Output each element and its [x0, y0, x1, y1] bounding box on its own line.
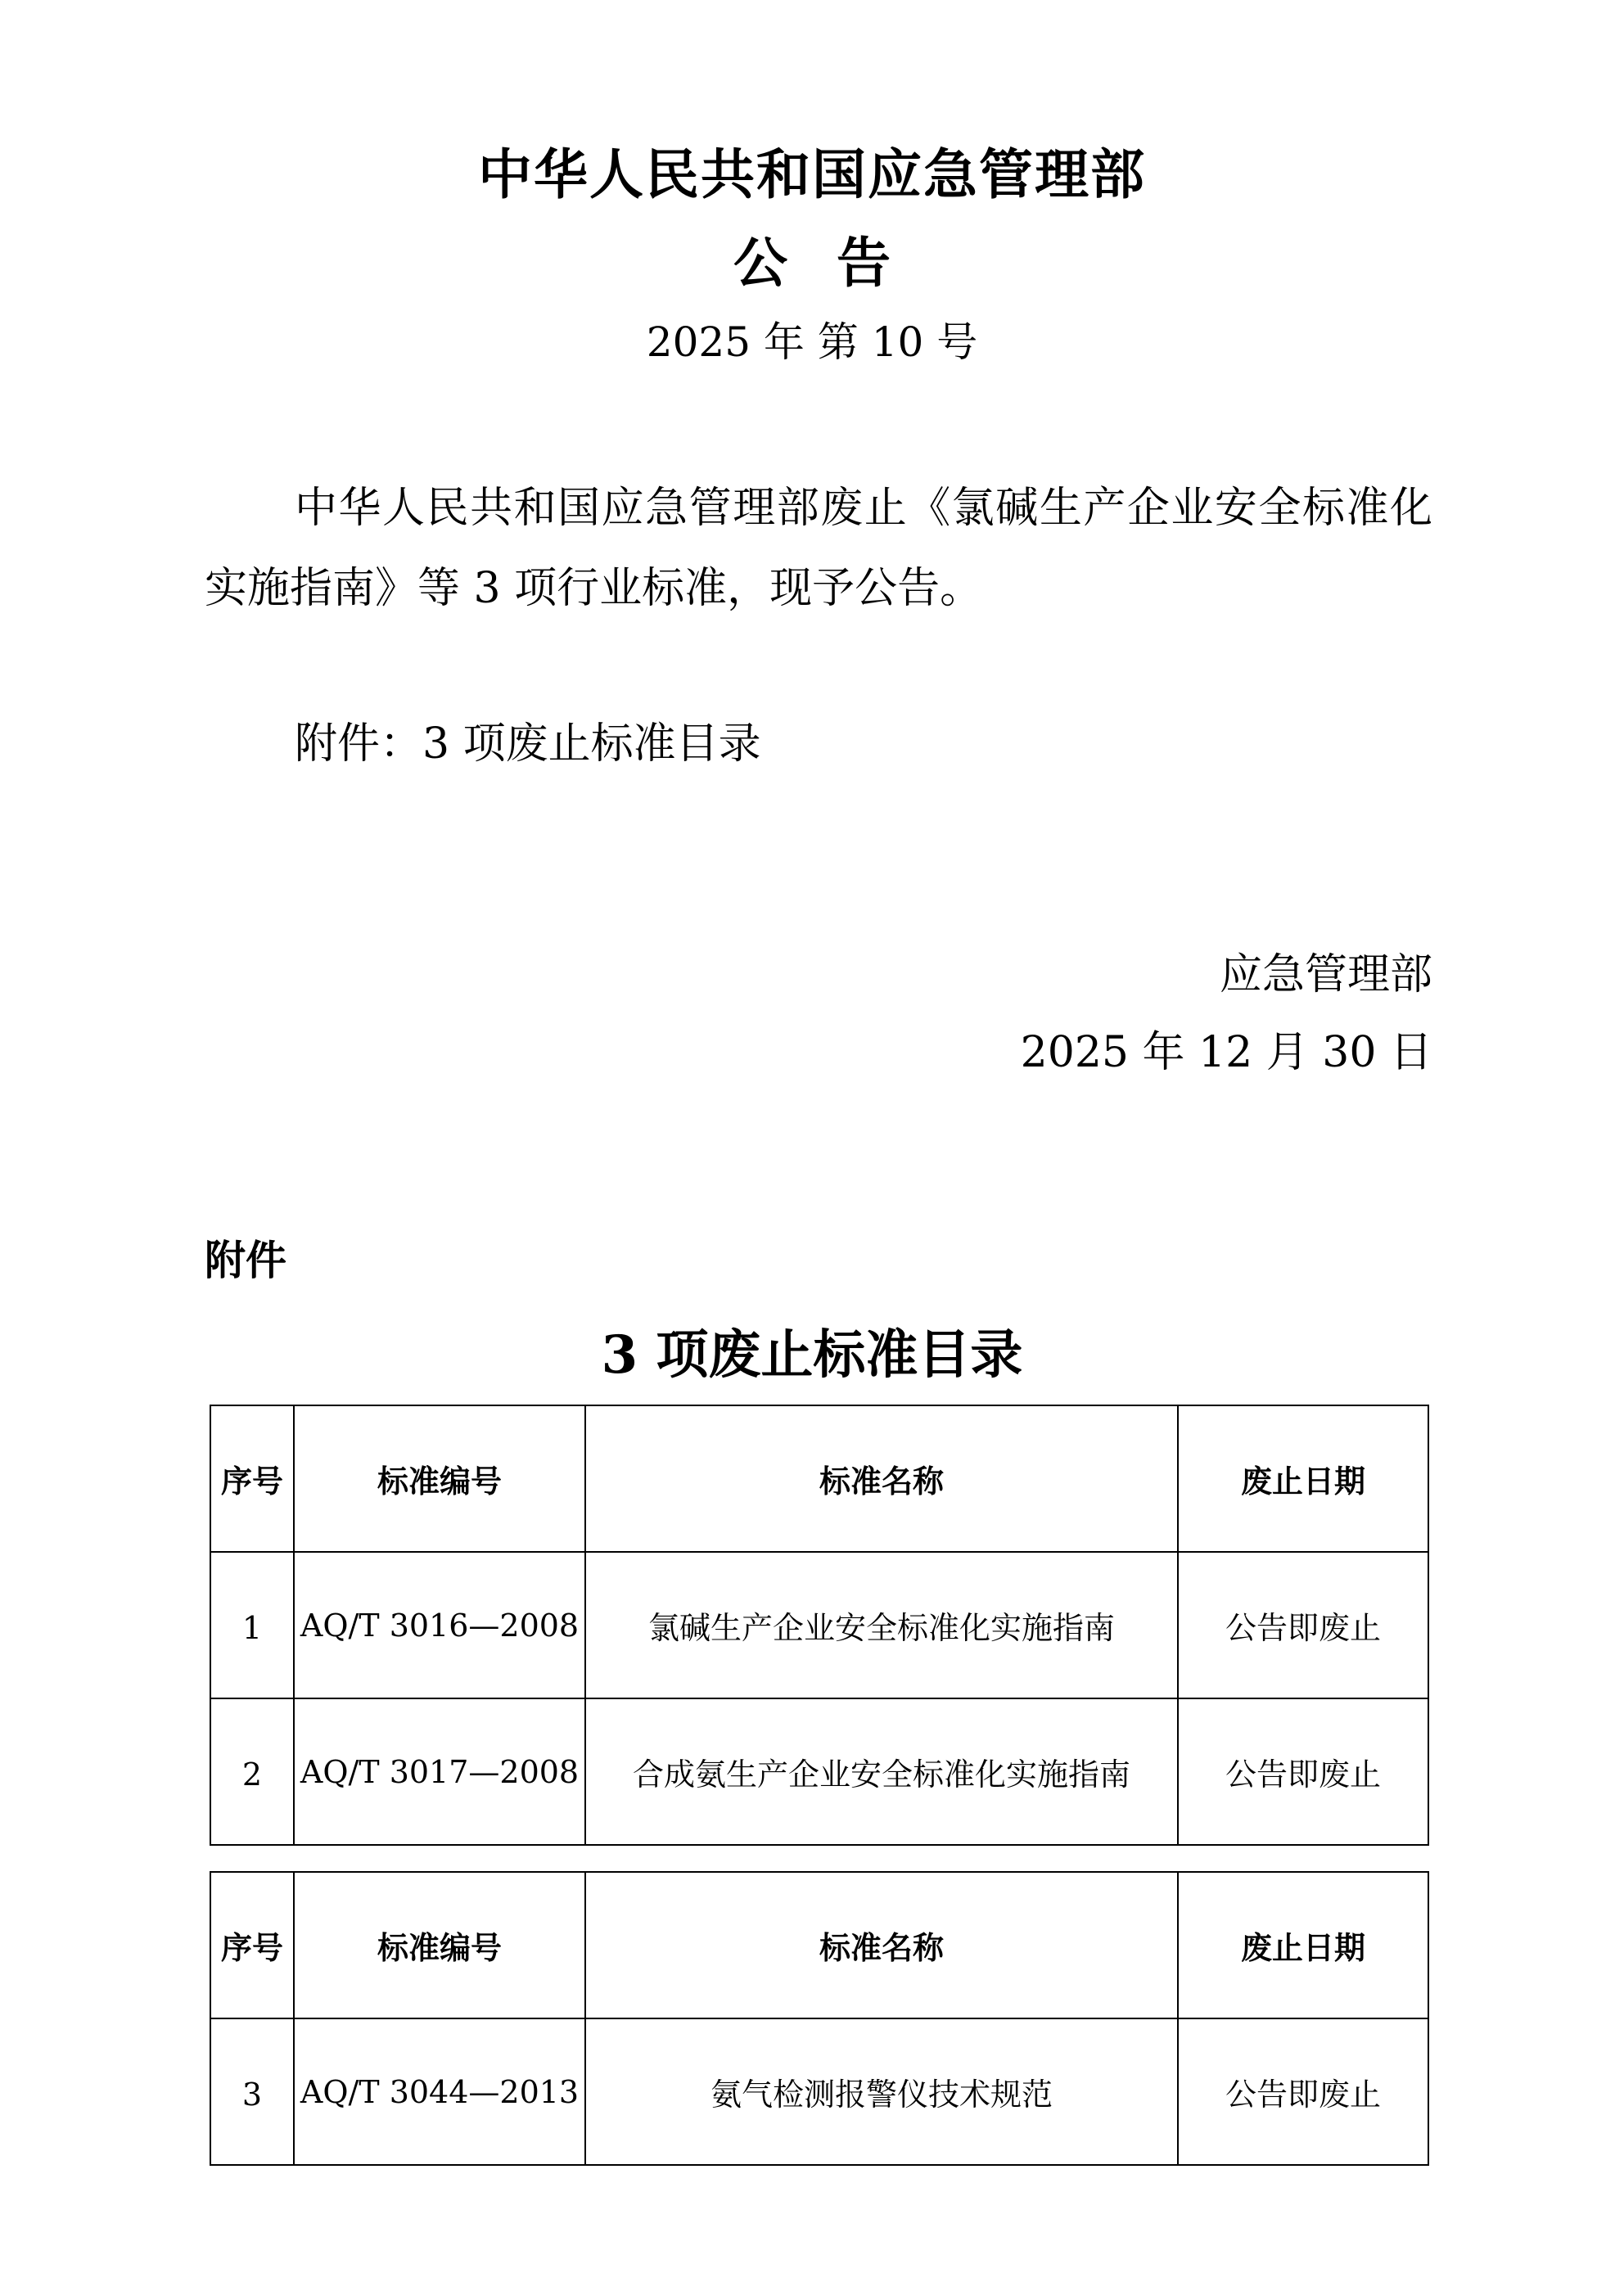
row-code: AQ/T 3016—2008 [294, 1552, 585, 1698]
row-name: 合成氨生产企业安全标准化实施指南 [585, 1698, 1178, 1845]
row-code: AQ/T 3044—2013 [294, 2018, 585, 2165]
announcement-title: 公告 [733, 231, 940, 295]
column-header-date: 废止日期 [1178, 1405, 1428, 1552]
table-row [210, 1552, 1428, 1698]
signature-organization: 应急管理部 [1219, 950, 1432, 999]
row-no: 3 [210, 2018, 294, 2165]
table-header-row [210, 1872, 1428, 2018]
organization-title: 中华人民共和国应急管理部 [478, 142, 1146, 206]
row-no: 2 [210, 1698, 294, 1845]
row-name: 氯碱生产企业安全标准化实施指南 [585, 1552, 1178, 1698]
column-header-date: 废止日期 [1178, 1872, 1428, 2018]
signature-date: 2025 年 12 月 30 日 [1020, 1028, 1432, 1077]
document-number: 2025 年 第 10 号 [646, 318, 978, 366]
row-code: AQ/T 3017—2008 [294, 1698, 585, 1845]
row-date: 公告即废止 [1178, 1552, 1428, 1698]
column-header-no: 序号 [210, 1405, 294, 1552]
row-name: 氨气检测报警仪技术规范 [585, 2018, 1178, 2165]
attachment-reference: 附件：3 项废止标准目录 [295, 719, 761, 769]
column-header-name: 标准名称 [585, 1872, 1178, 2018]
column-header-no: 序号 [210, 1872, 294, 2018]
column-header-code: 标准编号 [294, 1405, 585, 1552]
table-row [210, 1698, 1428, 1845]
attachment-heading: 附件 [205, 1237, 286, 1284]
row-date: 公告即废止 [1178, 1698, 1428, 1845]
column-header-name: 标准名称 [585, 1405, 1178, 1552]
table-header-row [210, 1405, 1428, 1552]
attachment-title: 3 项废止标准目录 [601, 1324, 1023, 1386]
announcement-paragraph: 中华人民共和国应急管理部废止《氯碱生产企业安全标准化实施指南》等 3 项行业标准，现予公告。 [205, 484, 1432, 613]
row-no: 1 [210, 1552, 294, 1698]
table-row [210, 2018, 1428, 2165]
column-header-code: 标准编号 [294, 1872, 585, 2018]
standards-table-page-2 [210, 1871, 1429, 2166]
row-date: 公告即废止 [1178, 2018, 1428, 2165]
standards-table-page-1 [210, 1405, 1429, 1846]
